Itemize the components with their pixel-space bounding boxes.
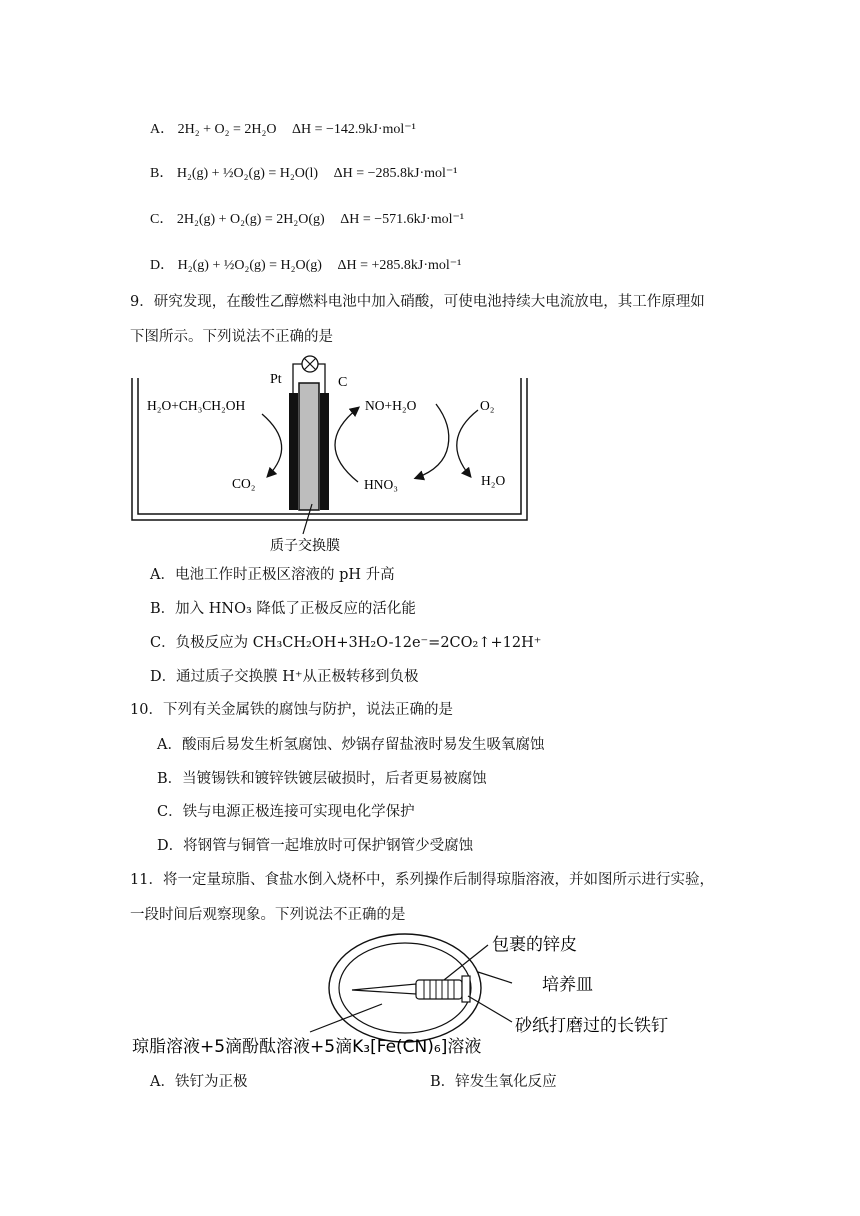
q8-option-c-label: C． (150, 212, 174, 227)
q9-stem-line1: 9．研究发现，在酸性乙醇燃料电池中加入硝酸，可使电池持续大电流放电，其工作原理如 (130, 294, 705, 310)
q8-option-c-enthalpy: ΔH = −571.6kJ·mol⁻¹ (340, 212, 465, 227)
q10-stem: 10．下列有关金属铁的腐蚀与防护，说法正确的是 (130, 702, 453, 718)
membrane (299, 383, 319, 510)
mid-right-arc-arrow (416, 446, 448, 478)
q11-option-b: B．锌发生氧化反应 (430, 1074, 557, 1090)
q10-option-a: A．酸雨后易发生析氢腐蚀、炒锅存留盐液时易发生吸氧腐蚀 (157, 737, 545, 753)
q8-option-d-label: D． (150, 258, 175, 273)
dish-pointer (478, 972, 512, 983)
zinc-label: 包裹的锌皮 (492, 935, 577, 955)
q8-option-b-equation: H₂(g) + ½O₂(g) = H₂O(l) (176, 166, 319, 181)
q8-option-b-label: B． (150, 166, 174, 181)
q8-option-b-enthalpy: ΔH = −285.8kJ·mol⁻¹ (333, 166, 458, 181)
pt-electrode (289, 393, 298, 510)
q9-option-a: A．电池工作时正极区溶液的 pH 升高 (150, 567, 395, 583)
nail-icon (352, 984, 416, 994)
q10-option-c: C．铁与电源正极连接可实现电化学保护 (157, 804, 415, 820)
membrane-label: 质子交换膜 (270, 538, 340, 554)
nail-label: 砂纸打磨过的长铁钉 (515, 1016, 668, 1036)
mid-arc-arrow (335, 408, 358, 482)
q8-option-d-equation: H₂(g) + ½O₂(g) = H₂O(g) (177, 258, 322, 273)
q8-option-a-equation: 2H₂ + O₂ = 2H₂O (177, 122, 277, 137)
q9-option-d: D．通过质子交换膜 H⁺从正极转移到负极 (150, 669, 419, 685)
mid-right-arc (436, 404, 449, 446)
q11-option-a: A．铁钉为正极 (150, 1074, 248, 1090)
q9-option-b: B．加入 HNO₃ 降低了正极反应的活化能 (150, 601, 416, 617)
left-arc-arrow (262, 414, 282, 476)
dish-label: 培养皿 (542, 975, 593, 995)
q8-option-a-enthalpy: ΔH = −142.9kJ·mol⁻¹ (292, 122, 416, 137)
c-electrode (320, 393, 329, 510)
q9-option-c: C．负极反应为 CH₃CH₂OH+3H₂O-12e⁻=2CO₂↑+12H⁺ (150, 635, 542, 651)
right-arc-arrow (457, 410, 478, 476)
pt-label: Pt (270, 372, 282, 387)
right-bottom-species: H₂O (481, 473, 506, 488)
q11-stem-line2: 一段时间后观察现象。下列说法不正确的是 (130, 907, 406, 923)
right-top-species: O₂ (480, 398, 495, 413)
nail-dish-diagram (0, 920, 860, 1060)
q10-option-b: B．当镀锡铁和镀锌铁镀层破损时，后者更易被腐蚀 (157, 771, 487, 787)
left-bottom-species: CO₂ (232, 476, 256, 491)
c-label: C (338, 375, 348, 390)
nail-head (462, 976, 470, 1002)
left-top-species: H₂O+CH₃CH₂OH (147, 398, 246, 413)
solution-label: 琼脂溶液+5滴酚酞溶液+5滴K₃[Fe(CN)₆]溶液 (132, 1037, 482, 1057)
mid-bottom-species: HNO₃ (364, 477, 398, 492)
q11-stem-line1: 11．将一定量琼脂、食盐水倒入烧杯中，系列操作后制得琼脂溶液，并如图所示进行实验， (130, 872, 714, 888)
q9-stem-line2: 下图所示。下列说法不正确的是 (130, 329, 333, 345)
q8-option-a-label: A． (150, 122, 175, 137)
fuel-cell-diagram (0, 0, 860, 560)
mid-top-species: NO+H₂O (365, 398, 417, 413)
q8-option-d-enthalpy: ΔH = +285.8kJ·mol⁻¹ (337, 258, 462, 273)
zinc-pointer (444, 945, 488, 980)
q8-option-c-equation: 2H₂(g) + O₂(g) = 2H₂O(g) (176, 212, 325, 227)
q10-option-d: D．将钢管与铜管一起堆放时可保护钢管少受腐蚀 (157, 838, 474, 854)
